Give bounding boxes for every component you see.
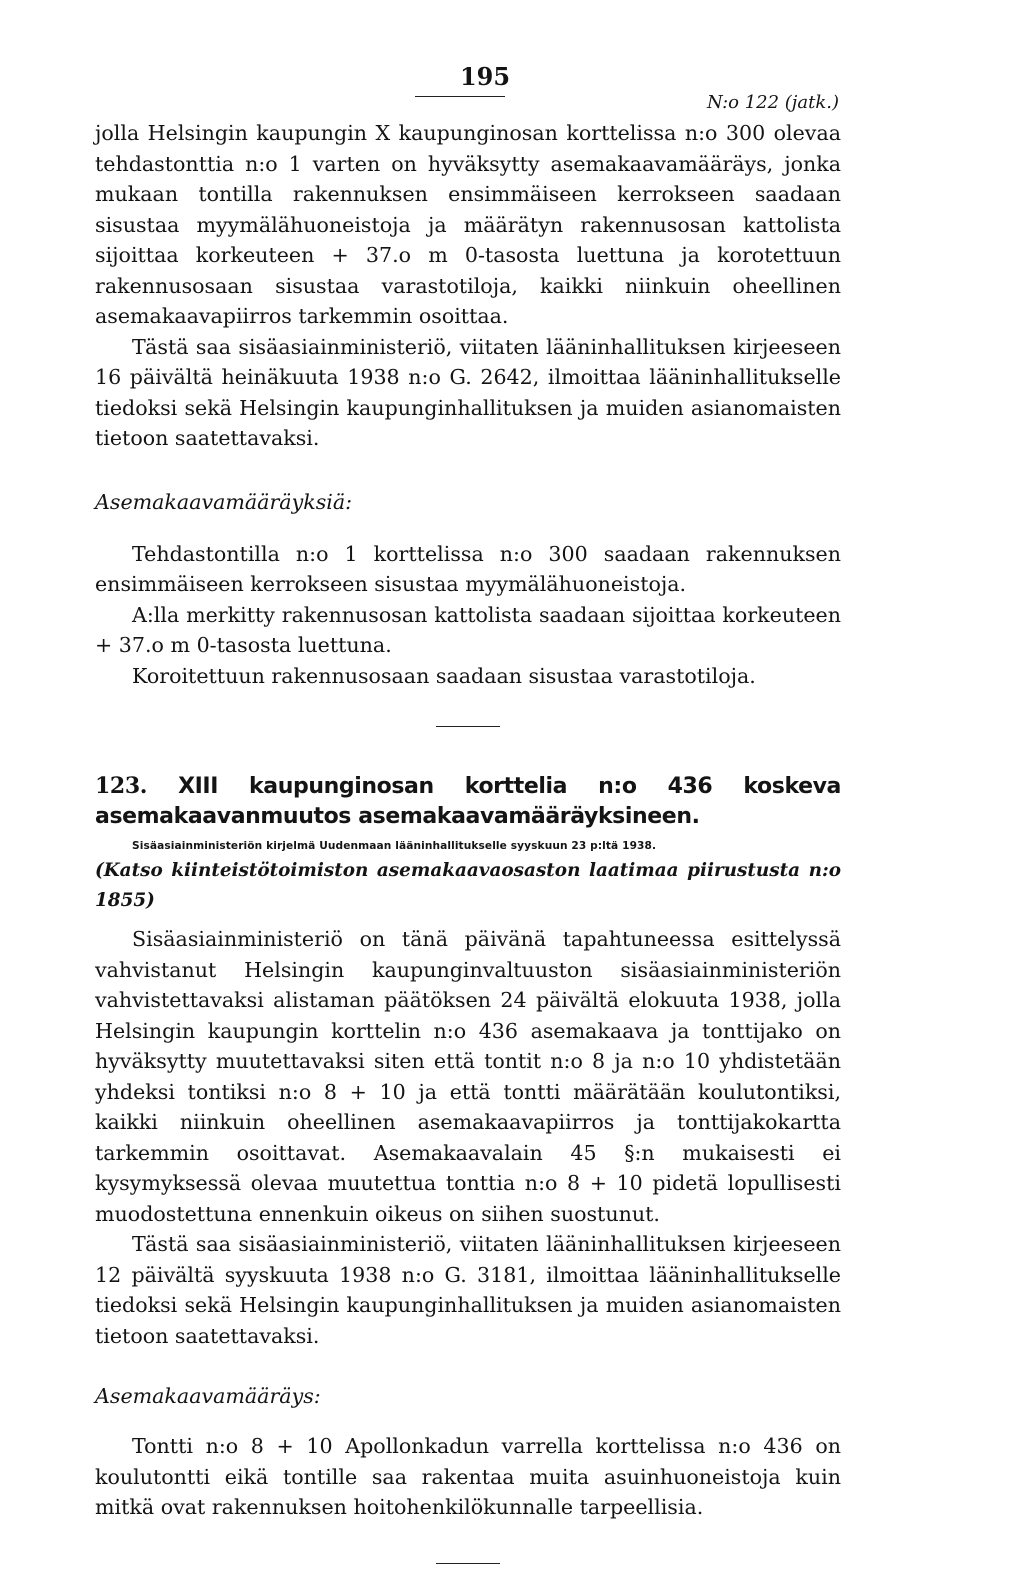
- section-123: [95, 771, 841, 1564]
- regulation-item: A:lla merkitty rakennusosan kattolista saadaan sijoittaa korkeuteen + 37.o m 0-tasosta luettuna.: [95, 602, 841, 657]
- section-heading: XIII kaupunginosan korttelia n:o 436 koskeva asemakaavanmuutos asemakaavamääräyksineen.: [95, 774, 841, 829]
- source-reference: Sisäasiainministeriön kirjelmä Uudenmaan lääninhallitukselle syyskuun 23 p:ltä 1938.: [132, 840, 657, 852]
- page-number-rule: [415, 96, 505, 97]
- section-number: 123.: [95, 773, 147, 799]
- page-number: 195: [459, 62, 511, 91]
- regulation-item: Tontti n:o 8 + 10 Apollonkadun varrella korttelissa n:o 436 on koulutontti eikä tontille saa rakentaa muita asuinhuoneistoja kuin mitkä ovat rakennuksen hoitohenkilökunnalle tarpeellisia.: [95, 1434, 841, 1519]
- regulation-item: Tehdastontilla n:o 1 korttelissa n:o 300 saadaan rakennuksen ensimmäiseen kerrokseen sisustaa myymälähuoneistoja.: [95, 541, 841, 596]
- paragraph: Sisäasiainministeriö on tänä päivänä tapahtuneessa esittelyssä vahvistanut Helsingin kaupunginvaltuuston sisäasiainministeriön vahvistettavaksi alistaman päätöksen 24 päivältä elokuuta 1938, jolla Helsingin kaupungin korttelin n:o 436 asemakaava ja tonttijako on hyväksytty muutettavaksi siten että tontit n:o 8 ja n:o 10 yhdistetään yhdeksi tontiksi n:o 8 + 10 ja että tontti määrätään koulutontiksi, kaikki niinkuin oheellinen asemakaavapiirros ja tonttijakokartta tarkemmin osoittavat. Asemakaavalain 45 §:n mukaisesti ei kysymyksessä olevaa muutettua tonttia n:o 8 + 10 pidetä lopullisesti muodostettuna ennenkuin oikeus on siihen suostunut.: [95, 927, 841, 1226]
- paragraph: Tästä saa sisäasiainministeriö, viitaten lääninhallituksen kirjeeseen 16 päivältä heinäkuuta 1938 n:o G. 2642, ilmoittaa lääninhallitukselle tiedoksi sekä Helsingin kaupunginhallituksen ja muiden asianomaisten tietoon saatettavaksi.: [95, 334, 841, 450]
- regulation-item: Koroitettuun rakennusosaan saadaan sisustaa varastotiloja.: [132, 663, 756, 688]
- paragraph: jolla Helsingin kaupungin X kaupunginosan korttelissa n:o 300 olevaa tehdastonttia n:o 1 varten on hyväksytty asemakaavamääräys, jonka mukaan tontilla rakennuksen ensimmäiseen kerrokseen saadaan sisustaa myymälähuoneistoja ja määrätyn rakennusosan kattolista sijoittaa korkeuteen + 37.o m 0-tasosta luettuna ja korotettuun rakennusosaan sisustaa varastotiloja, kaikki niinkuin oheellinen asemakaavapiirros tarkemmin osoittaa.: [95, 121, 841, 328]
- regulations-heading: Asemakaavamääräyksiä:: [95, 489, 353, 514]
- section-122-continued: [95, 118, 841, 691]
- document-page: [95, 0, 841, 1593]
- paragraph: Tästä saa sisäasiainministeriö, viitaten lääninhallituksen kirjeeseen 12 päivältä syyskuuta 1938 n:o G. 3181, ilmoittaa lääninhallitukselle tiedoksi sekä Helsingin kaupunginhallituksen ja muiden asianomaisten tietoon saatettavaksi.: [95, 1232, 841, 1348]
- end-separator: [436, 1563, 500, 1564]
- section-title: [95, 771, 841, 832]
- continuation-label: N:o 122 (jatk.): [706, 92, 839, 113]
- page-header: [95, 0, 841, 118]
- regulation-heading: Asemakaavamääräys:: [95, 1384, 321, 1408]
- drawing-reference: (Katso kiinteistötoimiston asemakaavaosaston laatimaa piirustusta n:o 1855): [95, 860, 841, 911]
